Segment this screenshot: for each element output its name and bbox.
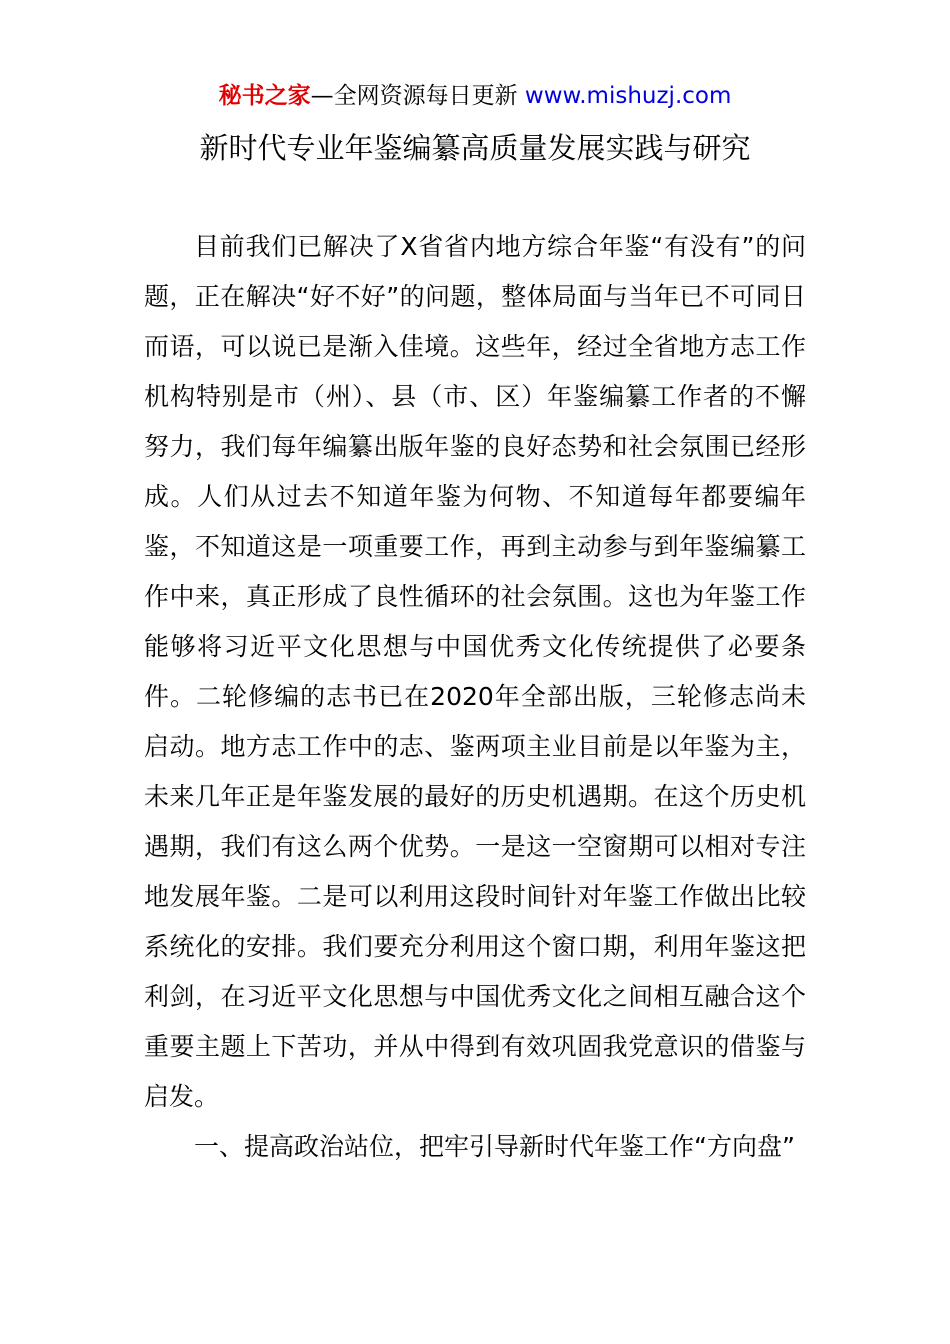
site-url-link[interactable]: www.mishuzj.com (524, 83, 732, 109)
site-header (0, 80, 950, 112)
site-brand: 秘书之家 (218, 83, 311, 109)
document-body (144, 222, 806, 1172)
site-tagline: —全网资源每日更新 (310, 83, 518, 109)
body-paragraph: 目前我们已解决了X省省内地方综合年鉴“有没有”的问题，正在解决“好不好”的问题，整体局面与当年已不可同日而语，可以说已是渐入佳境。这些年，经过全省地方志工作机构特别是市（州）、县（市、区）年鉴编纂工作者的不懈努力，我们每年编纂出版年鉴的良好态势和社会氛围已经形成。人们从过去不知道年鉴为何物、不知道每年都要编年鉴，不知道这是一项重要工作，再到主动参与到年鉴编纂工作中来，真正形成了良性循环的社会氛围。这也为年鉴工作能够将习近平文化思想与中国优秀文化传统提供了必要条件。二轮修编的志书已在2020年全部出版，三轮修志尚未启动。地方志工作中的志、鉴两项主业目前是以年鉴为主，未来几年正是年鉴发展的最好的历史机遇期。在这个历史机遇期，我们有这么两个优势。一是这一空窗期可以相对专注地发展年鉴。二是可以利用这段时间针对年鉴工作做出比较系统化的安排。我们要充分利用这个窗口期，利用年鉴这把利剑，在习近平文化思想与中国优秀文化之间相互融合这个重要主题上下苦功，并从中得到有效巩固我党意识的借鉴与启发。 (144, 232, 806, 1111)
section-heading: 一、提高政治站位，把牢引导新时代年鉴工作“方向盘” (194, 1132, 795, 1161)
document-title: 新时代专业年鉴编纂高质量发展实践与研究 (199, 131, 751, 165)
